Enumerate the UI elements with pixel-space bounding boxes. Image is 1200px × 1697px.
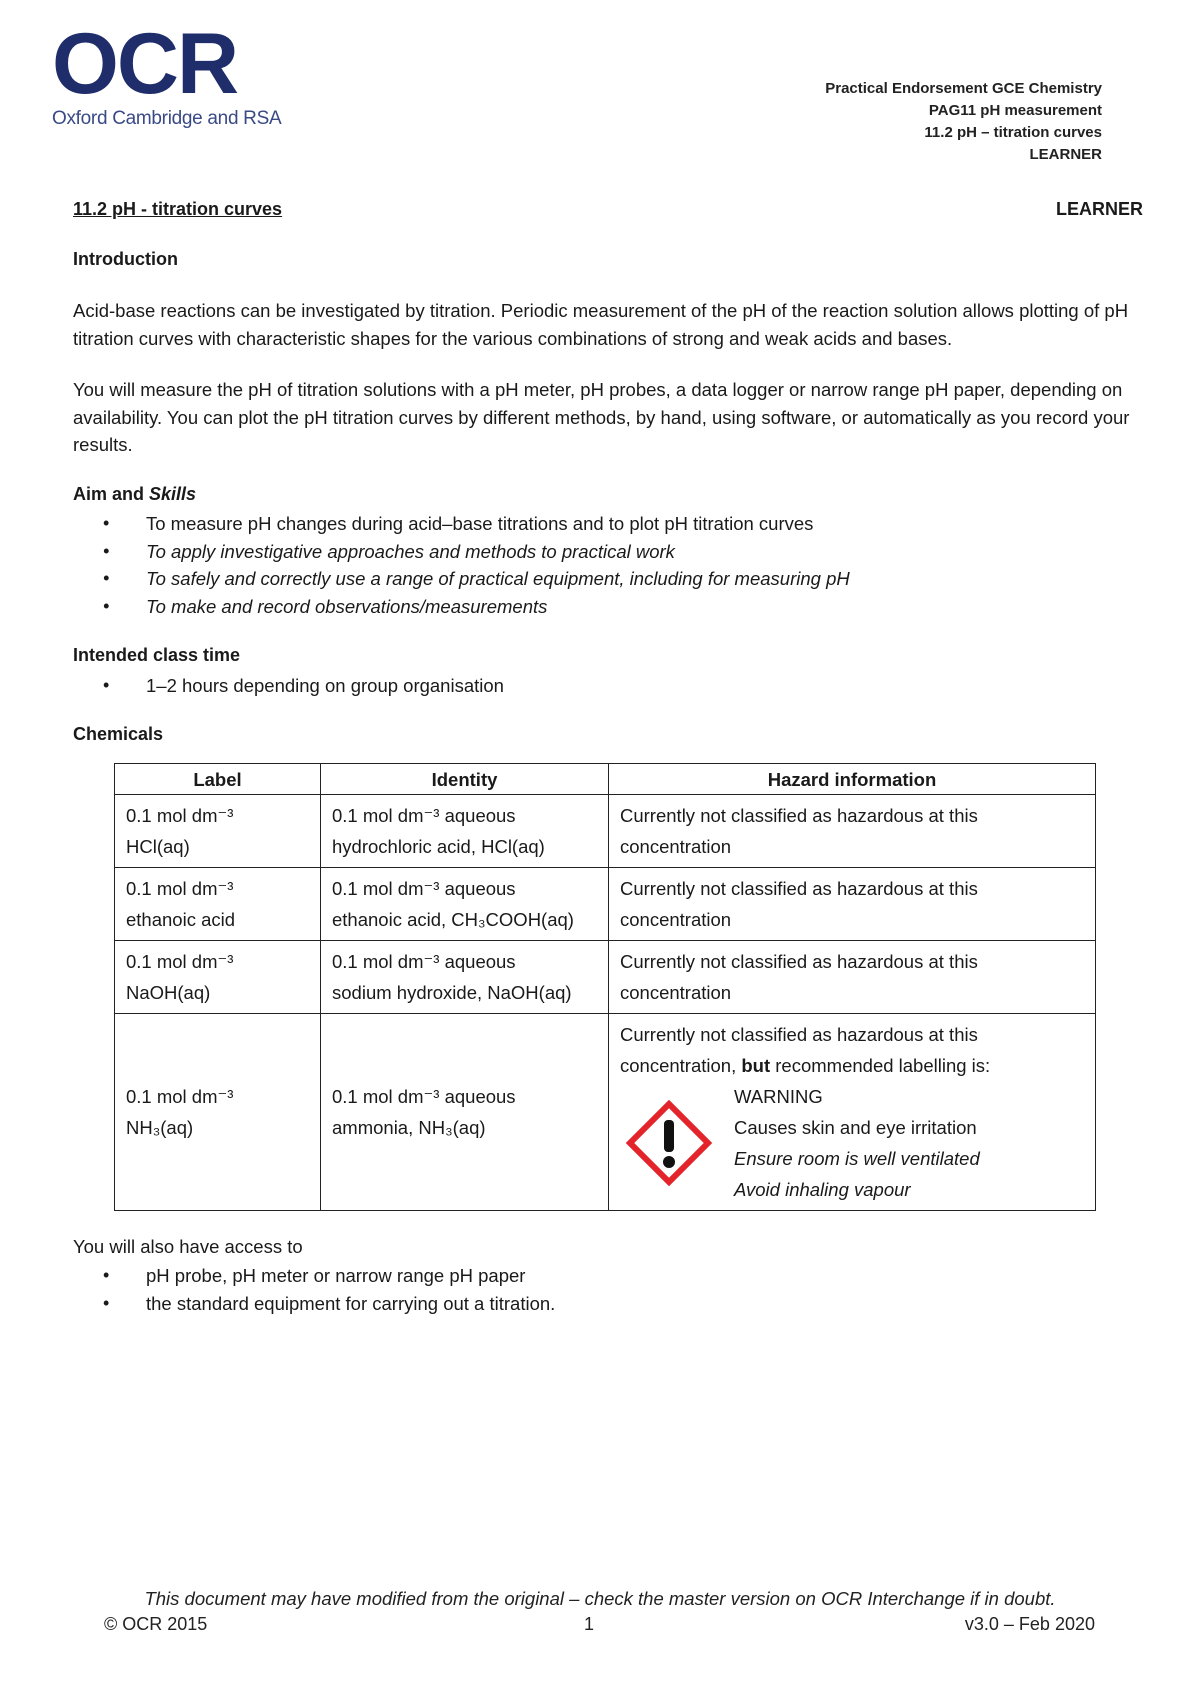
access-intro: You will also have access to xyxy=(73,1235,303,1257)
page-title: 11.2 pH - titration curves xyxy=(73,199,283,219)
list-item: • To make and record observations/measurements xyxy=(73,593,1143,621)
warning-block xyxy=(620,1081,1084,1205)
cell-text: ammonia, NH₃(aq) xyxy=(332,1116,486,1138)
list-item: • To safely and correctly use a range of practical equipment, including for measuring pH xyxy=(73,565,1143,593)
cell-identity xyxy=(321,1013,609,1210)
ghs-exclamation-icon xyxy=(626,1100,712,1186)
cell-text: NH₃(aq) xyxy=(126,1116,194,1138)
cell-text: Currently not classified as hazardous at this xyxy=(620,877,978,899)
aim-heading-b: Skills xyxy=(149,483,197,504)
cell-text: 0.1 mol dm⁻³ aqueous xyxy=(332,1085,516,1107)
table-row xyxy=(115,867,1096,940)
precaution-statement: Ensure room is well ventilated xyxy=(734,1147,980,1169)
cell-text: Currently not classified as hazardous at this xyxy=(620,804,978,826)
cell-text: hydrochloric acid, HCl(aq) xyxy=(332,835,545,857)
cell-hazard xyxy=(609,867,1096,940)
logo-mark: OCR xyxy=(52,16,238,112)
aim-heading-a: Aim and xyxy=(73,483,150,504)
cell-text: Currently not classified as hazardous at this xyxy=(620,950,978,972)
table-header-row xyxy=(115,763,1096,794)
list-item: • To apply investigative approaches and methods to practical work xyxy=(73,538,1143,566)
cell-identity xyxy=(321,867,609,940)
header-line-1: Practical Endorsement GCE Chemistry xyxy=(825,80,1102,97)
precaution-statement: Avoid inhaling vapour xyxy=(734,1178,911,1200)
cell-text: 0.1 mol dm⁻³ xyxy=(126,804,234,826)
table-row xyxy=(115,794,1096,867)
header-hazard: Hazard information xyxy=(609,763,1096,794)
aims-list xyxy=(73,510,1143,620)
cell-text: 0.1 mol dm⁻³ aqueous xyxy=(332,804,516,826)
cell-text: concentration xyxy=(620,981,732,1003)
cell-text: 0.1 mol dm⁻³ xyxy=(126,1085,234,1107)
intro-paragraph-1: Acid-base reactions can be investigated by titration. Periodic measurement of the pH of the reaction solution allows plotting of pH titration curves with characteristic shapes for the various combinations of strong and weak acids and bases. xyxy=(73,300,1129,349)
footer-copyright: © OCR 2015 xyxy=(104,1614,208,1634)
cell-identity xyxy=(321,940,609,1013)
cell-text: HCl(aq) xyxy=(126,835,190,857)
cell-label xyxy=(115,1013,321,1210)
cell-text: 0.1 mol dm⁻³ xyxy=(126,877,234,899)
table-row xyxy=(115,940,1096,1013)
cell-hazard xyxy=(609,794,1096,867)
cell-text: ethanoic acid, CH₃COOH(aq) xyxy=(332,908,574,930)
hazard-statement: Causes skin and eye irritation xyxy=(734,1116,977,1138)
list-item: • the standard equipment for carrying out a titration. xyxy=(73,1290,1143,1318)
ocr-logo xyxy=(52,16,292,130)
header-identity: Identity xyxy=(321,763,609,794)
cell-text-bold: but xyxy=(741,1054,771,1076)
cell-text: 0.1 mol dm⁻³ aqueous xyxy=(332,950,516,972)
cell-hazard xyxy=(609,940,1096,1013)
cell-text: sodium hydroxide, NaOH(aq) xyxy=(332,981,572,1003)
header-line-2: PAG11 pH measurement xyxy=(928,102,1102,119)
logo-subtitle: Oxford Cambridge and RSA xyxy=(52,108,282,129)
cell-label xyxy=(115,867,321,940)
chemicals-heading: Chemicals xyxy=(73,724,164,744)
intro-heading: Introduction xyxy=(73,248,178,269)
cell-identity xyxy=(321,794,609,867)
list-item: • pH probe, pH meter or narrow range pH paper xyxy=(73,1262,1143,1290)
cell-label xyxy=(115,940,321,1013)
cell-text: 0.1 mol dm⁻³ aqueous xyxy=(332,877,516,899)
cell-text: Currently not classified as hazardous at this xyxy=(620,1023,978,1045)
cell-label xyxy=(115,794,321,867)
cell-text: ethanoic acid xyxy=(126,908,236,930)
access-list xyxy=(73,1262,1143,1317)
header-block xyxy=(825,78,1102,166)
aim-heading xyxy=(73,481,1143,509)
list-item: • 1–2 hours depending on group organisation xyxy=(73,672,1143,700)
signal-word: WARNING xyxy=(734,1085,823,1107)
footer-note: This document may have modified from the original – check the master version on OCR Interchange if in doubt. xyxy=(144,1588,1056,1609)
footer-page-number: 1 xyxy=(584,1614,595,1634)
role-label: LEARNER xyxy=(1055,199,1143,219)
main-content xyxy=(73,196,1143,1317)
time-heading: Intended class time xyxy=(73,645,241,665)
cell-text: NaOH(aq) xyxy=(126,981,211,1003)
cell-text xyxy=(620,1050,1084,1081)
header-line-4: LEARNER xyxy=(1029,146,1102,163)
cell-hazard xyxy=(609,1013,1096,1210)
intro-paragraph-2: You will measure the pH of titration solutions with a pH meter, pH probes, a data logger or narrow range pH paper, depending on availability. You can plot the pH titration curves by different methods, by hand, using software, or automatically as you record your results. xyxy=(73,379,1130,455)
cell-text-part: recommended labelling is: xyxy=(770,1054,991,1076)
title-row xyxy=(73,196,1143,224)
header-line-3: 11.2 pH – titration curves xyxy=(924,124,1102,141)
cell-text: concentration xyxy=(620,908,732,930)
time-list xyxy=(73,672,1143,700)
header-label: Label xyxy=(115,763,321,794)
table-row xyxy=(115,1013,1096,1210)
chemicals-table xyxy=(114,763,1096,1211)
warning-lines xyxy=(734,1081,980,1205)
list-item: • To measure pH changes during acid–base titrations and to plot pH titration curves xyxy=(73,510,1143,538)
cell-text: concentration xyxy=(620,835,732,857)
footer-version: v3.0 – Feb 2020 xyxy=(964,1614,1095,1634)
cell-text: 0.1 mol dm⁻³ xyxy=(126,950,234,972)
cell-text-part: concentration, xyxy=(620,1054,742,1076)
